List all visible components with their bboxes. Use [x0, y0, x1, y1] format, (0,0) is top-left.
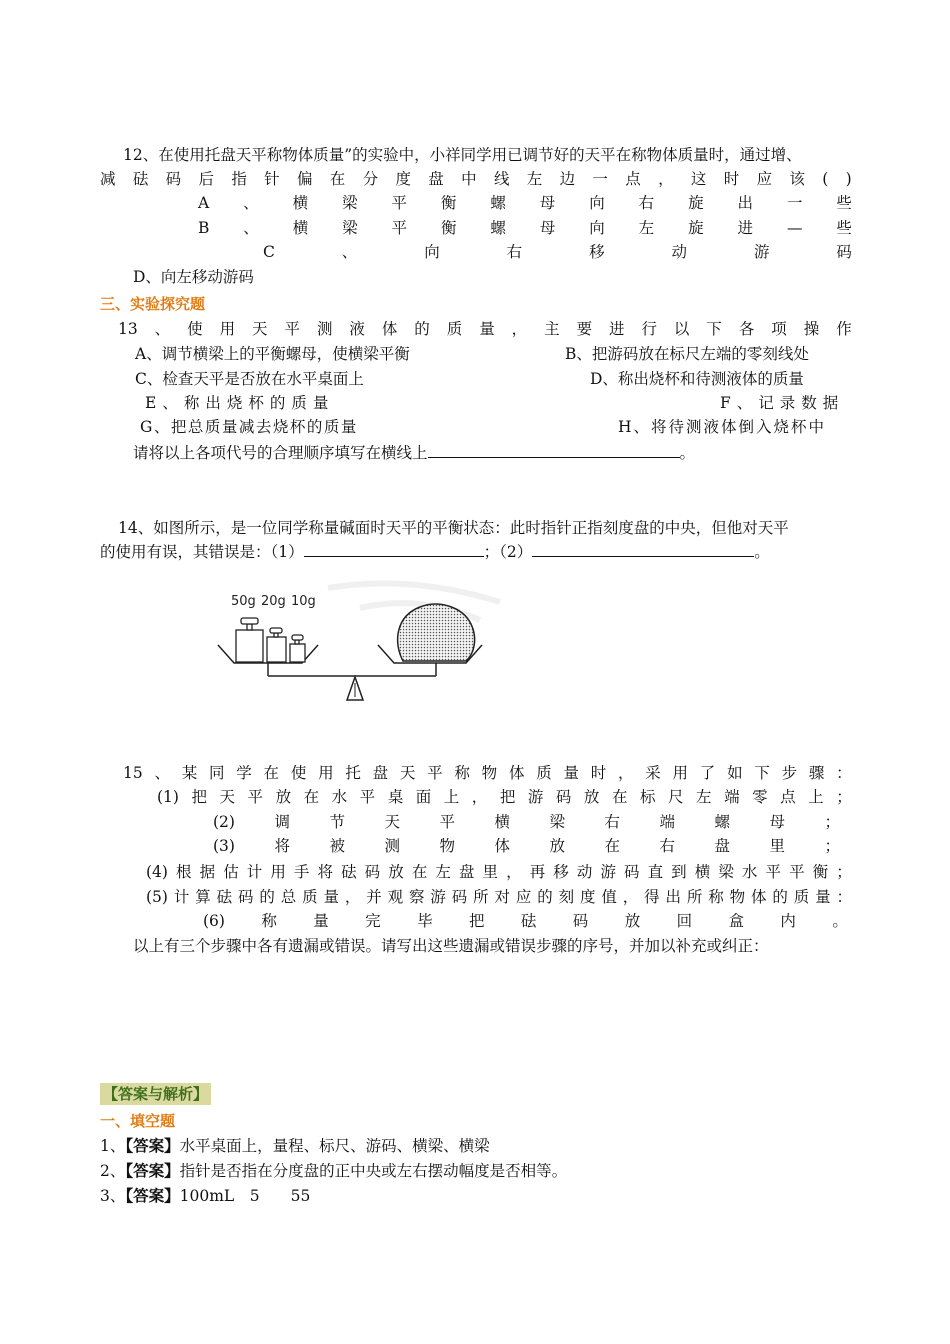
token: 向 [589, 219, 605, 237]
token: 左 [696, 788, 712, 806]
token: 标 [639, 788, 656, 806]
q13-prompt-text: 请将以上各项代号的合理顺序填写在横线上 [133, 444, 428, 462]
q13-option-h: H、将待测液体倒入烧杯中 [618, 418, 827, 436]
token: 些 [836, 194, 852, 212]
token: 码 [572, 912, 589, 930]
token: 左 [638, 219, 655, 237]
weight-label-20g: 20g [261, 594, 286, 609]
token: 把 [191, 788, 207, 806]
token: 15 [123, 764, 143, 782]
token: ， [618, 764, 634, 782]
token: ( [822, 170, 829, 188]
token: 水 [741, 863, 758, 881]
answer-1 [100, 1135, 490, 1157]
token: A [198, 194, 210, 212]
token: 手 [293, 863, 310, 881]
q13-option-c: C、检查天平是否放在水平桌面上 [135, 370, 364, 388]
q13-option-f: F、记录数据 [720, 394, 845, 412]
q13-prompt [133, 442, 695, 464]
token: 里 [482, 863, 499, 881]
token: 砝 [216, 888, 233, 906]
section-title-experiment: 三、实验探究题 [100, 295, 206, 313]
q13-option-e: E、称出烧杯的质量 [145, 394, 335, 412]
token: 所 [686, 888, 703, 906]
token: 母 [539, 219, 556, 237]
weight-20g [267, 628, 286, 662]
token: 据 [199, 863, 216, 881]
token: 用 [672, 764, 689, 782]
token: 盘 [458, 863, 475, 881]
token: 游 [753, 243, 770, 261]
balance-figure [210, 580, 510, 710]
answer-3-text: 100mL 5 55 [179, 1187, 311, 1205]
token: B [198, 219, 210, 237]
token: 平 [359, 788, 376, 806]
token: 游 [527, 788, 544, 806]
token: (4) [146, 863, 168, 881]
q15-intro [123, 762, 852, 784]
token: 码 [364, 863, 381, 881]
token: 向 [589, 194, 605, 212]
token: 平 [391, 194, 407, 212]
token: 出 [737, 194, 754, 212]
token: (6) [203, 912, 225, 930]
token: 察 [408, 888, 425, 906]
token: 液 [349, 320, 365, 338]
token: ； [824, 837, 840, 855]
q13-option-a: A、调节横梁上的平衡螺母，使横梁平衡 [135, 345, 410, 363]
token: 各 [738, 320, 755, 338]
token: ； [836, 788, 852, 806]
token: 质 [536, 764, 552, 782]
token: 体 [750, 888, 767, 906]
weight-label-10g: 10g [291, 594, 316, 609]
token: 天 [252, 320, 268, 338]
token: 右 [506, 243, 523, 261]
token: 码 [624, 863, 640, 881]
token: 一 [592, 170, 608, 188]
token: 进 [737, 219, 754, 237]
token: 面 [415, 788, 432, 806]
token: 测 [316, 320, 333, 338]
token: 把 [468, 912, 485, 930]
token: ， [471, 788, 488, 806]
token: 平 [439, 813, 455, 831]
token: 右 [604, 813, 620, 831]
answer-3-num: 3、 [100, 1187, 126, 1205]
token: 计 [173, 888, 190, 906]
token: 在 [411, 863, 428, 881]
token: 步 [781, 764, 798, 782]
token: 线 [493, 170, 510, 188]
token: 端 [724, 788, 740, 806]
token: 些 [836, 219, 852, 237]
token: 上 [808, 788, 824, 806]
token: 度 [395, 170, 411, 188]
q14-answer-blank-2[interactable] [532, 541, 754, 557]
token: 母 [769, 813, 785, 831]
token: 母 [539, 194, 556, 212]
token: ， [658, 170, 674, 188]
token: 测 [384, 837, 400, 855]
token: 估 [223, 863, 239, 881]
weight-10g [290, 635, 305, 662]
token: 计 [246, 863, 263, 881]
answer-2-num: 2、 [100, 1162, 126, 1180]
token: 螺 [490, 219, 506, 237]
token: 天 [219, 788, 236, 806]
token: 天 [384, 813, 400, 831]
token: 使 [290, 764, 307, 782]
token: 码 [451, 888, 468, 906]
token: 。 [832, 912, 848, 930]
token: 的 [414, 320, 430, 338]
token: 放 [388, 863, 404, 881]
token: 左 [435, 863, 451, 881]
token: 移 [589, 243, 605, 261]
token: 用 [318, 764, 334, 782]
token: 量 [563, 764, 579, 782]
token: 针 [264, 170, 280, 188]
token: 指 [231, 170, 247, 188]
token: 零 [752, 788, 768, 806]
token: 放 [583, 788, 600, 806]
answers-heading: 【答案与解析】 [100, 1083, 211, 1105]
q14-line2-mid: ；（2） [483, 543, 533, 561]
token: 左 [526, 170, 543, 188]
token: 主 [544, 320, 560, 338]
token: 称 [708, 888, 724, 906]
token: 下 [754, 764, 770, 782]
token: 的 [537, 888, 553, 906]
token: 衡 [812, 863, 829, 881]
token: 分 [362, 170, 379, 188]
token: 用 [270, 863, 286, 881]
token: 衡 [440, 194, 457, 212]
token: 物 [481, 764, 498, 782]
token: 用 [219, 320, 236, 338]
token: 行 [641, 320, 657, 338]
token: 横 [694, 863, 711, 881]
answer-3-tag: 【答案】 [125, 1186, 180, 1205]
token: 操 [803, 320, 820, 338]
answer-1-text: 水平桌面上，量程、标尺、游码、横梁、横梁 [179, 1137, 490, 1155]
token: 边 [559, 170, 576, 188]
token: 旋 [688, 194, 704, 212]
token: — [786, 219, 803, 237]
token: 砝 [341, 863, 357, 881]
token: 托 [345, 764, 361, 782]
token: 质 [302, 888, 318, 906]
token: 项 [771, 320, 787, 338]
answer-1-num: 1、 [100, 1137, 126, 1155]
token: 平 [427, 764, 443, 782]
token: 了 [699, 764, 716, 782]
token: 量 [479, 320, 495, 338]
token: 螺 [490, 194, 506, 212]
token: 以 [673, 320, 690, 338]
token: 使 [187, 320, 203, 338]
token: 观 [387, 888, 404, 906]
token: 码 [555, 788, 572, 806]
token: ) [845, 170, 852, 188]
token: 进 [609, 320, 625, 338]
token: 横 [292, 219, 309, 237]
token: 体 [381, 320, 398, 338]
token: 称 [261, 912, 277, 930]
q15-step-3 [213, 835, 840, 857]
token: 13 [118, 320, 138, 338]
token: ； [824, 813, 840, 831]
token: 端 [659, 813, 675, 831]
weight-50g [236, 618, 263, 662]
token: 物 [439, 837, 455, 855]
token: 量 [313, 912, 329, 930]
token: 砝 [132, 170, 149, 188]
token: 在 [611, 788, 628, 806]
token: 到 [671, 863, 687, 881]
token: 将 [317, 863, 334, 881]
token: 放 [275, 788, 292, 806]
token: 在 [329, 170, 346, 188]
weight-label-50g: 50g [231, 594, 256, 609]
q12-line1: 12、在使用托盘天平称物体质量”的实验中，小祥同学用已调节好的天平在称物体质量时，通过增、 [123, 146, 802, 164]
token: 将 [274, 837, 290, 855]
token: 横 [292, 194, 309, 212]
token: 得 [644, 888, 660, 906]
q14-line2-end: 。 [754, 543, 770, 561]
token: 要 [576, 320, 593, 338]
token: 平 [391, 219, 408, 237]
token: 并 [366, 888, 382, 906]
token: 节 [329, 813, 345, 831]
token: 平 [284, 320, 300, 338]
token: 减 [100, 170, 116, 188]
q12-option-d: D、向左移动游码 [133, 268, 254, 286]
token: 点 [625, 170, 641, 188]
token: 平 [789, 863, 805, 881]
q14-line2 [100, 541, 770, 563]
token: 右 [659, 837, 675, 855]
token: ， [506, 863, 522, 881]
token: 平 [247, 788, 264, 806]
token: 下 [706, 320, 722, 338]
token: 体 [508, 764, 525, 782]
token: 上 [443, 788, 460, 806]
token: 放 [624, 912, 641, 930]
token: 盘 [714, 837, 730, 855]
token: 横 [494, 813, 510, 831]
token: 螺 [714, 813, 730, 831]
token: 的 [259, 888, 275, 906]
q15-step-1 [157, 786, 852, 808]
token: 、 [154, 320, 171, 338]
token: 梁 [549, 813, 565, 831]
token: 完 [365, 912, 381, 930]
token: 骤 [808, 764, 825, 782]
token: 再 [529, 863, 546, 881]
token: (1) [157, 788, 179, 806]
q13-prompt-end: 。 [679, 444, 696, 462]
token: 向 [424, 243, 440, 261]
token: 直 [647, 863, 664, 881]
answers-section-fill-in: 一、填空题 [100, 1112, 176, 1130]
token: 的 [772, 888, 788, 906]
token: 毕 [417, 912, 433, 930]
token: 如 [727, 764, 743, 782]
token: 一 [786, 194, 803, 212]
token: 平 [765, 863, 781, 881]
token: 盘 [428, 170, 444, 188]
q14-line2-start: 的使用有误，其错误是：（1） [100, 543, 304, 561]
token: 时 [590, 764, 607, 782]
token: 时 [723, 170, 740, 188]
token: 该 [789, 170, 805, 188]
token: 值 [601, 888, 617, 906]
token: 同 [209, 764, 225, 782]
token: 、 [154, 764, 170, 782]
token: 量 [815, 888, 831, 906]
answer-2-tag: 【答案】 [125, 1161, 180, 1180]
token: 、 [341, 243, 358, 261]
q14-answer-blank-1[interactable] [304, 541, 484, 557]
token: 回 [676, 912, 693, 930]
token: ； [836, 863, 852, 881]
token: 度 [579, 888, 596, 906]
token: 游 [430, 888, 446, 906]
token: 梁 [342, 219, 358, 237]
token: ： [836, 764, 852, 782]
answer-1-tag: 【答案】 [125, 1136, 180, 1155]
token: 质 [446, 320, 463, 338]
q12-line2 [100, 168, 852, 190]
token: 、 [243, 219, 259, 237]
token: 砝 [520, 912, 537, 930]
token: ： [836, 888, 852, 906]
token: 盘 [372, 764, 389, 782]
token: (5) [146, 888, 168, 906]
token: 算 [195, 888, 211, 906]
token: 学 [236, 764, 252, 782]
token: 移 [553, 863, 569, 881]
token: 游 [600, 863, 616, 881]
token: (3) [213, 837, 235, 855]
token: 中 [461, 170, 477, 188]
q12-option-a [198, 192, 852, 214]
token: 采 [645, 764, 661, 782]
token: 尺 [668, 788, 684, 806]
token: 把 [499, 788, 516, 806]
q15-step-2 [213, 811, 840, 833]
token: 点 [780, 788, 796, 806]
token: 码 [237, 888, 254, 906]
token: 刻 [558, 888, 575, 906]
token: 某 [181, 764, 198, 782]
token: (2) [213, 813, 235, 831]
token: 这 [690, 170, 707, 188]
token: 在 [303, 788, 320, 806]
token: 内 [780, 912, 796, 930]
token: 作 [836, 320, 852, 338]
token: 旋 [688, 219, 704, 237]
token: 盒 [728, 912, 745, 930]
token: ， [511, 320, 528, 338]
token: 梁 [718, 863, 734, 881]
q15-prompt: 以上有三个步骤中各有遗漏或错误。请写出这些遗漏或错误步骤的序号，并加以补充或纠正： [133, 937, 769, 955]
q14-line1: 14、如图所示，是一位同学称量碱面时天平的平衡状态：此时指针正指刻度盘的中央，但他对天平 [118, 519, 789, 537]
token: 后 [198, 170, 214, 188]
token: 右 [638, 194, 655, 212]
token: 码 [836, 243, 852, 261]
token: ， [622, 888, 639, 906]
token: 放 [549, 837, 565, 855]
q15-step-4 [146, 861, 852, 883]
token: 出 [665, 888, 681, 906]
token: 动 [671, 243, 688, 261]
token: 、 [243, 194, 259, 212]
token: 根 [176, 863, 192, 881]
q13-answer-blank[interactable] [428, 442, 680, 458]
token: 被 [329, 837, 345, 855]
token: 所 [473, 888, 489, 906]
token: 称 [454, 764, 470, 782]
q12-option-c [263, 241, 852, 263]
token: 在 [604, 837, 620, 855]
token: 衡 [440, 219, 457, 237]
token: ， [344, 888, 361, 906]
token: 物 [729, 888, 746, 906]
token: 动 [576, 863, 593, 881]
answer-3 [100, 1185, 310, 1207]
token: 量 [323, 888, 339, 906]
token: 体 [494, 837, 510, 855]
token: 应 [515, 888, 532, 906]
token: 天 [399, 764, 416, 782]
q13-option-d: D、称出烧杯和待测液体的质量 [590, 370, 804, 388]
q12-option-b [198, 217, 852, 239]
answer-2 [100, 1160, 567, 1182]
q13-option-g: G、把总质量减去烧杯的质量 [140, 418, 358, 436]
token: 质 [793, 888, 810, 906]
token: 水 [331, 788, 348, 806]
token: 总 [280, 888, 297, 906]
token: 偏 [296, 170, 313, 188]
token: 应 [756, 170, 773, 188]
answer-2-text: 指针是否指在分度盘的正中央或左右摆动幅度是否相等。 [179, 1162, 568, 1180]
q13-option-b: B、把游码放在标尺左端的零刻线处 [565, 345, 809, 363]
token: 在 [263, 764, 280, 782]
token: C [263, 243, 275, 261]
token: 调 [274, 813, 290, 831]
q15-step-6 [203, 910, 848, 932]
token: 梁 [342, 194, 358, 212]
token: 里 [769, 837, 785, 855]
token: 对 [494, 888, 510, 906]
token: 桌 [387, 788, 404, 806]
q13-intro [118, 318, 852, 340]
token: 码 [165, 170, 182, 188]
q15-step-5 [146, 886, 852, 908]
